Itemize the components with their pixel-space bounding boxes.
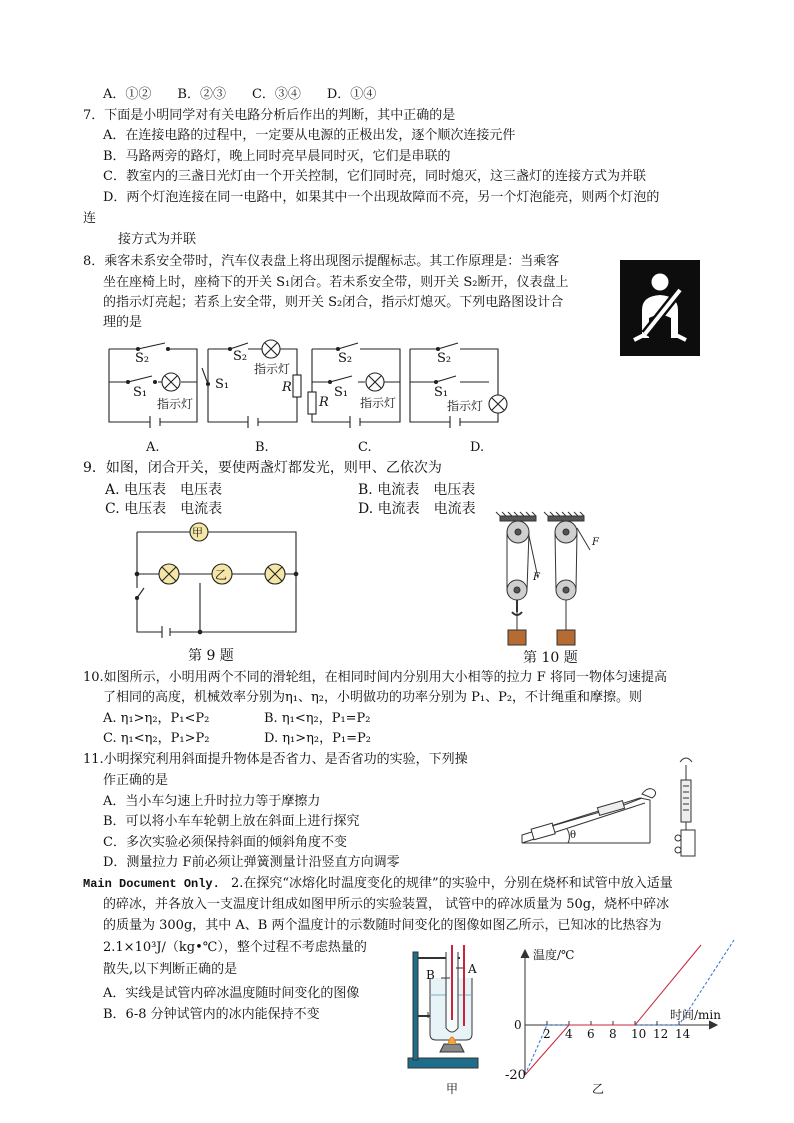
q7-stem: 7．下面是小明同学对有关电路分析后作出的判断，其中正确的是 [83,108,456,123]
q11-option-d: D．测量拉力 F前必须让弹簧测量计沿竖直方向调零 [103,855,400,870]
q11-option-b: B．可以将小车车轮朝上放在斜面上进行探究 [103,814,360,829]
fig12-thermometer-a: A [468,962,477,976]
q11-option-c: C．多次实验必须保持斜面的倾斜角度不变 [103,835,347,850]
q7-option-d: D．两个灯泡连接在同一电路中，如果其中一个出现故障而不亮，另一个灯泡能亮，则两个灯泡的 [103,190,660,205]
circuit-a-s1-label: S₁ [133,385,148,400]
circuit-c-option: C. [358,440,372,455]
q8-stem-3: 的指示灯亮起；若系上安全带，则开关 S₂闭合，指示灯熄灭。下列电路图设计合 [103,295,564,310]
circuit-d-s2-label: S₂ [437,351,452,366]
q9-option-a: A. 电压表 电压表 [105,482,223,498]
fig12-apparatus-caption: 甲 [446,1082,459,1096]
q12-stem-1: 2.在探究“冰熔化时温度变化的规律”的实验中，分别在烧杯和试管中放入适量 [231,876,673,891]
q9-option-b: B. 电流表 电压表 [358,482,476,498]
fig12-xtick-label: 6 [587,1027,595,1041]
fig12-origin-label: 0 [514,1018,522,1032]
circuit-b-r-label: R [282,380,292,395]
q8-stem-2: 坐在座椅上时，座椅下的开关 S₁闭合。若未系安全带，则开关 S₂断开，仪表盘上 [103,275,569,290]
fig12-xtick-label: 8 [609,1027,617,1041]
fig12-ylabel: 温度/℃ [533,948,575,962]
fig12-xtick-label: 14 [675,1027,691,1041]
q10-option-a: A. η₁>η₂，P₁<P₂ [103,711,210,726]
circuit-a-lamp-label: 指示灯 [157,397,194,411]
circuit-a-s2-label: S₂ [135,351,150,366]
circuit-b-s1-label: S₁ [215,377,230,392]
q10-option-b: B. η₁<η₂，P₁=P₂ [264,711,371,726]
circuit-c-s2-label: S₂ [338,351,353,366]
circuit-b-option: B. [255,440,269,455]
q12-stem-4: 2.1×10³J/（kg•℃），整个过程不考虑热量的 [103,940,367,955]
circuit-d-lamp-label: 指示灯 [447,399,484,413]
fig9-meter-jia: 甲 [192,526,203,539]
fig12-xtick-label: 10 [631,1027,647,1041]
q12-option-b: B．6-8 分钟试管内的冰内能保持不变 [103,1007,320,1022]
fig9-caption: 第 9 题 [188,648,234,664]
q11-option-a: A．当小车匀速上升时拉力等于摩擦力 [103,794,321,809]
q10-option-d: D. η₁>η₂，P₁=P₂ [264,731,371,746]
circuit-b-s2-label: S₂ [233,349,248,364]
q11-stem-2: 作正确的是 [103,773,169,788]
fig12-xtick-label: 12 [653,1027,669,1041]
q10-stem-1: 10.如图所示，小明用两个不同的滑轮组，在相同时间内分别用大小相等的拉力 F 将同一物体匀速提高 [83,670,667,685]
fig10-force-right: F [592,537,599,548]
q9-stem: 9．如图，闭合开关，要使两盏灯都发光，则甲、乙依次为 [83,460,442,476]
fig12-ymin-label: -20 [505,1068,526,1083]
q7-option-d-cont: 接方式为并联 [118,232,197,247]
circuit-c-r-label: R [319,395,329,410]
q6-options: A．①② B．②③ C．③④ D．①④ [103,87,377,102]
q9-option-c: C. 电压表 电流表 [105,501,223,517]
q7-option-a: A．在连接电路的过程中，一定要从电源的正极出发，逐个顺次连接元件 [103,128,516,143]
fig10-force-left: F [533,572,540,583]
circuit-d-option: D. [470,440,485,455]
q8-stem-1: 8．乘客未系安全带时，汽车仪表盘上将出现图示提醒标志。其工作原理是：当乘客 [83,254,560,269]
q9-option-d: D. 电流表 电流表 [358,501,476,517]
q12-option-a: A．实线是试管内碎冰温度随时间变化的图像 [103,986,360,1001]
fig12-xlabel: 时间/min [670,1008,721,1022]
fig12-graph-caption: 乙 [592,1082,605,1096]
q7-option-d-wrap: 连 [83,211,97,226]
q7-option-c: C．教室内的三盏日光灯由一个开关控制，它们同时亮，同时熄灭，这三盏灯的连接方式为并联 [103,169,646,184]
fig12-thermometer-b: B [426,968,435,982]
fig12-xtick-label: 2 [543,1027,551,1041]
q7-option-b: B．马路两旁的路灯，晚上同时亮早晨同时灭，它们是串联的 [103,149,451,164]
q10-stem-2: 了相同的高度，机械效率分别为η₁、η₂，小明做功的功率分别为 P₁、P₂，不计绳重和摩擦。则 [103,690,643,705]
fig11-theta: θ [570,830,577,841]
circuit-d-s1-label: S₁ [434,385,449,400]
fig10-caption: 第 10 题 [523,650,578,666]
q8-stem-4: 理的是 [103,315,143,330]
circuit-c-s1-label: S₁ [334,385,349,400]
circuit-c-lamp-label: 指示灯 [360,396,397,410]
circuit-a-option: A. [146,440,160,455]
main-document-only-note: Main Document Only. [83,877,220,891]
fig12-xtick-label: 4 [565,1027,573,1041]
q11-stem-1: 11.小明探究利用斜面提升物体是否省力、是否省功的实验，下列操 [83,752,468,767]
fig9-meter-yi: 乙 [215,568,228,582]
q12-stem-3: 的质量为 300g，其中 A、B 两个温度计的示数随时间变化的图像如图乙所示，已知冰的比热容为 [103,918,662,933]
q12-stem-2: 的碎冰，并各放入一支温度计组成如图甲所示的实验装置， 试管中的碎冰质量为 50g，烧杯中碎冰 [103,897,670,912]
q10-option-c: C. η₁<η₂，P₁>P₂ [103,731,210,746]
q12-stem-5: 散失,以下判断正确的是 [103,962,238,977]
circuit-b-lamp-label: 指示灯 [254,362,291,376]
